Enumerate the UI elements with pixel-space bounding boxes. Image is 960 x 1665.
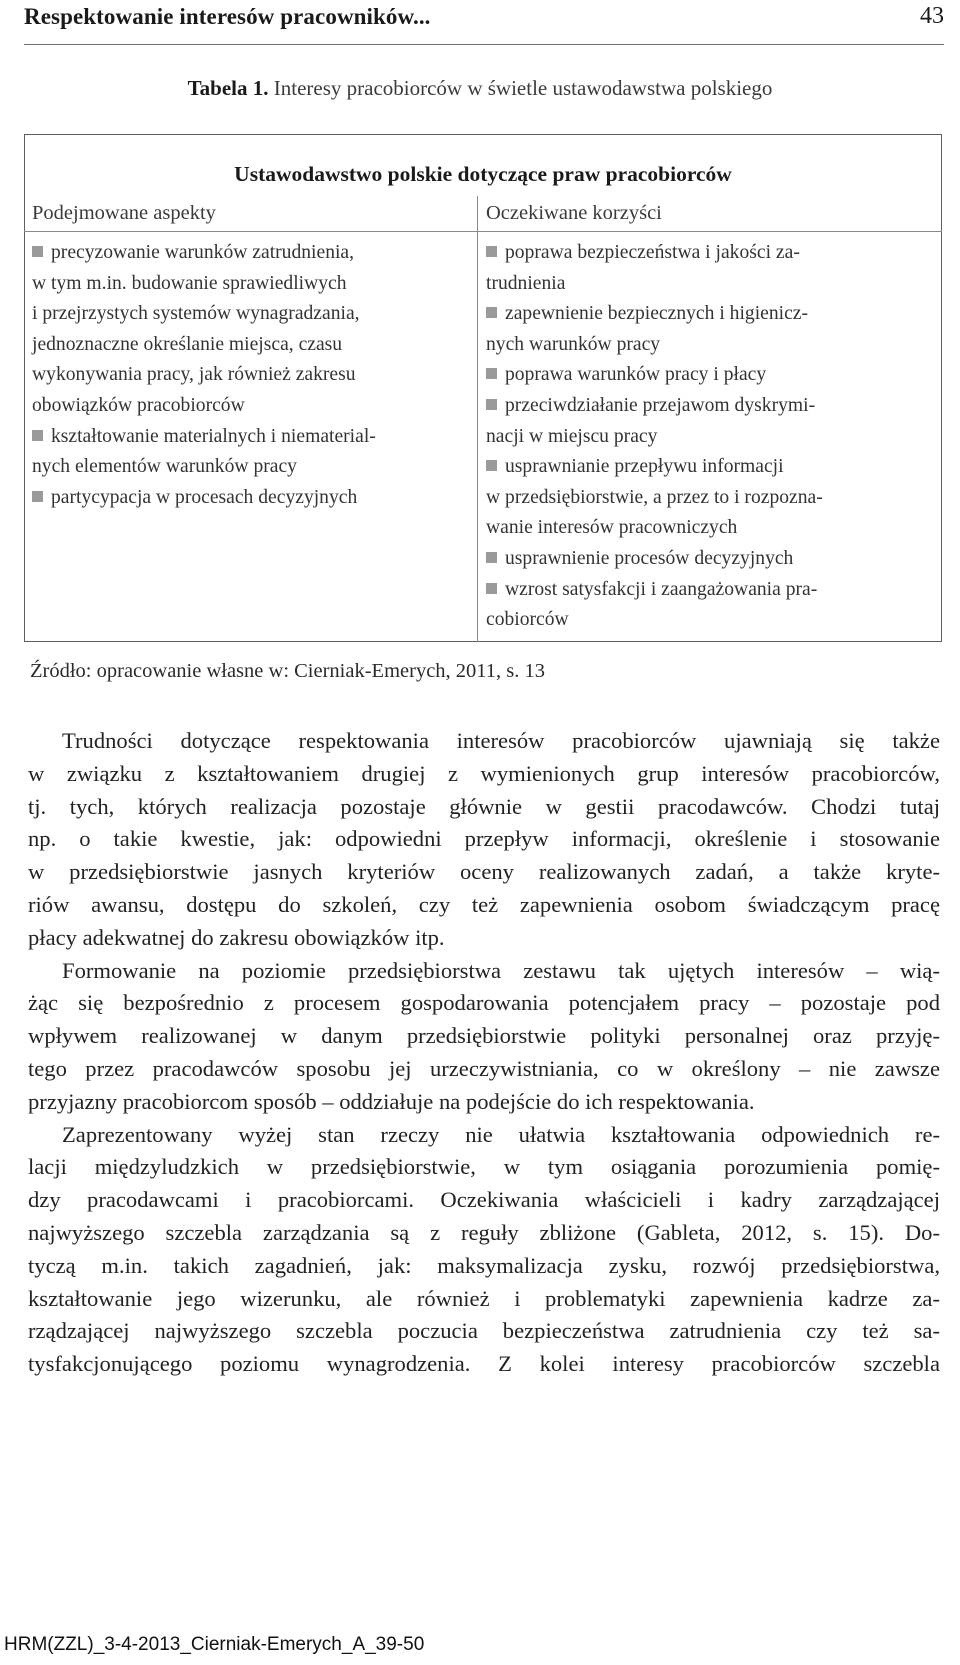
- column-header-aspects: Podejmowane aspekty: [32, 202, 216, 224]
- bullet-square-icon: [32, 491, 43, 502]
- table-header-rule: [24, 231, 942, 232]
- table-cell-aspects: [32, 238, 472, 513]
- benefit-line: [486, 452, 931, 483]
- benefit-line: [486, 299, 931, 330]
- benefit-line: [486, 605, 931, 636]
- bullet-square-icon: [32, 430, 43, 441]
- benefit-line: [486, 483, 931, 514]
- aspect-line: [32, 483, 472, 514]
- bullet-square-icon: [486, 460, 497, 471]
- table-caption: [0, 76, 960, 101]
- table-cell-benefits: [486, 238, 931, 636]
- paragraph-line: w przedsiębiorstwie jasnych kryteriów oceny realizowanych zadań, a także kryte-: [28, 859, 940, 885]
- benefit-line-text: trudnienia: [486, 272, 566, 294]
- benefit-line-text: poprawa warunków pracy i płacy: [505, 364, 767, 386]
- header-rule: [24, 44, 944, 45]
- benefit-line: [486, 360, 931, 391]
- paragraph-line: tysfakcjonującego poziomu wynagrodzenia. Z kolei interesy pracobiorców szczebla: [28, 1351, 940, 1377]
- bullet-square-icon: [486, 307, 497, 318]
- benefit-line: [486, 544, 931, 575]
- body-text: [28, 725, 940, 1381]
- paragraph-line: najwyższego szczebla zarządzania są z reguły zbliżone (Gableta, 2012, s. 15). Do-: [28, 1219, 940, 1245]
- aspect-line-text: jednoznaczne określanie miejsca, czasu: [32, 333, 343, 355]
- aspect-line-text: kształtowanie materialnych i niematerial-: [51, 425, 376, 447]
- paragraph-line: tyczą m.in. takich zagadnień, jak: maksymalizacja zysku, rozwój przedsiębiorstwa,: [28, 1252, 940, 1278]
- paragraph-line: Formowanie na poziomie przedsiębiorstwa zestawu tak ujętych interesów – wią-: [62, 957, 940, 983]
- aspect-line: [32, 299, 472, 330]
- benefit-line-text: nych warunków pracy: [486, 333, 661, 355]
- aspect-line-text: obowiązków pracobiorców: [32, 394, 245, 416]
- paragraph-line: tj. tych, których realizacja pozostaje głównie w gestii pracodawców. Chodzi tutaj: [28, 793, 940, 819]
- aspect-line: [32, 269, 472, 300]
- benefit-line-text: przeciwdziałanie przejawom dyskrymi-: [505, 394, 816, 416]
- benefit-line-text: nacji w miejscu pracy: [486, 425, 658, 447]
- bullet-square-icon: [486, 399, 497, 410]
- paragraph-line: lacji międzyludzkich w przedsiębiorstwie, w tym osiągania porozumienia pomię-: [28, 1154, 940, 1180]
- aspect-line: [32, 360, 472, 391]
- benefit-line: [486, 513, 931, 544]
- page-number: 43: [920, 3, 944, 29]
- paragraph-line: płacy adekwatnej do zakresu obowiązków itp.: [28, 924, 445, 950]
- paragraph-line: przyjazny pracobiorcom sposób – oddziałuje na podejście do ich respektowania.: [28, 1088, 755, 1114]
- aspect-line: [32, 330, 472, 361]
- aspect-line: [32, 391, 472, 422]
- bullet-square-icon: [486, 552, 497, 563]
- bullet-square-icon: [32, 246, 43, 257]
- paragraph-line: w związku z kształtowaniem drugiej z wymienionych grup interesów pracobiorców,: [28, 760, 940, 786]
- aspect-line-text: w tym m.in. budowanie sprawiedliwych: [32, 272, 347, 294]
- table-source-note: Źródło: opracowanie własne w: Cierniak-Emerych, 2011, s. 13: [30, 660, 546, 682]
- paragraph-line: tego przez pracodawców sposobu jej urzeczywistniania, co w określony – nie zawsze: [28, 1055, 940, 1081]
- bullet-square-icon: [486, 246, 497, 257]
- aspect-line-text: i przejrzystych systemów wynagradzania,: [32, 303, 360, 325]
- paragraph-line: Trudności dotyczące respektowania interesów pracobiorców ujawniają się także: [62, 728, 940, 753]
- benefit-line: [486, 330, 931, 361]
- benefit-line-text: usprawnianie przepływu informacji: [505, 456, 784, 478]
- paragraph-line: riów awansu, dostępu do szkoleń, czy też zapewnienia osobom świadczącym pracę: [28, 891, 940, 917]
- benefit-line-text: poprawa bezpieczeństwa i jakości za-: [505, 242, 800, 263]
- aspect-line-text: partycypacja w procesach decyzyjnych: [51, 486, 358, 508]
- benefit-line-text: wzrost satysfakcji i zaangażowania pra-: [505, 578, 818, 600]
- paragraph-line: wpływem realizowanej w danym przedsiębiorstwie polityki personalnej oraz przyję-: [28, 1023, 940, 1049]
- aspect-line-text: precyzowanie warunków zatrudnienia,: [51, 242, 355, 263]
- benefit-line: [486, 391, 931, 422]
- aspect-line: [32, 238, 472, 269]
- benefit-line-text: w przedsiębiorstwie, a przez to i rozpozna-: [486, 486, 823, 508]
- benefit-line: [486, 422, 931, 453]
- paragraph-line: Zaprezentowany wyżej stan rzeczy nie ułatwia kształtowania odpowiednich re-: [62, 1121, 940, 1147]
- running-header: [24, 0, 944, 40]
- benefit-line-text: zapewnienie bezpiecznych i higienicz-: [505, 303, 808, 325]
- paragraph-line: dzy pracodawcami i pracobiorcami. Oczekiwania właścicieli i kadry zarządzającej: [28, 1187, 940, 1213]
- paragraph-line: kształtowanie jego wizerunku, ale również i problematyki zapewnienia kadrze za-: [28, 1285, 940, 1311]
- benefit-line: [486, 575, 931, 606]
- bullet-square-icon: [486, 583, 497, 594]
- table-column-divider: [477, 196, 478, 642]
- aspect-line-text: wykonywania pracy, jak również zakresu: [32, 364, 356, 386]
- footer-file-label: HRM(ZZL)_3-4-2013_Cierniak-Emerych_A_39-50: [4, 1634, 425, 1655]
- aspect-line: [32, 422, 472, 453]
- benefit-line-text: wanie interesów pracowniczych: [486, 517, 738, 539]
- benefit-line-text: usprawnienie procesów decyzyjnych: [505, 547, 794, 569]
- running-header-title: Respektowanie interesów pracowników...: [24, 4, 431, 29]
- aspect-line-text: nych elementów warunków pracy: [32, 456, 297, 478]
- benefit-line: [486, 238, 931, 269]
- table-caption-text: Interesy pracobiorców w świetle ustawodawstwa polskiego: [273, 76, 773, 100]
- benefit-line-text: cobiorców: [486, 609, 569, 631]
- benefit-line: [486, 269, 931, 300]
- aspect-line: [32, 452, 472, 483]
- column-header-benefits: Oczekiwane korzyści: [486, 202, 662, 224]
- table-caption-label: Tabela 1.: [187, 76, 269, 100]
- paragraph-line: np. o takie kwestie, jak: odpowiedni przepływ informacji, określenie i stosowanie: [28, 826, 940, 852]
- paragraph-line: żąc się bezpośrednio z procesem gospodarowania potencjałem pracy – pozostaje pod: [28, 990, 940, 1016]
- paragraph-line: rządzającej najwyższego szczebla poczucia bezpieczeństwa zatrudnienia czy też sa-: [28, 1318, 940, 1344]
- bullet-square-icon: [486, 368, 497, 379]
- table-heading: Ustawodawstwo polskie dotyczące praw pracobiorców: [234, 162, 732, 186]
